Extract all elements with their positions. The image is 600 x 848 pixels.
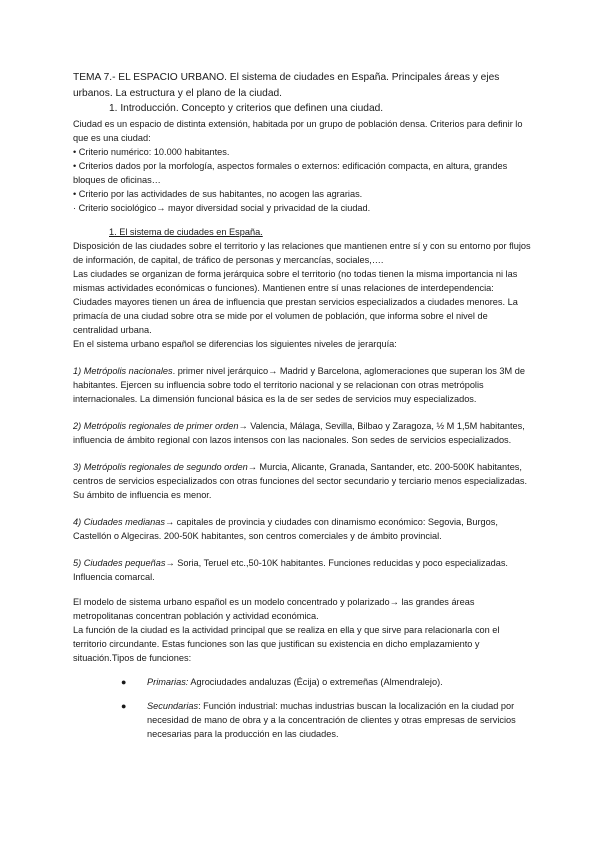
function-paragraph: La función de la ciudad es la actividad principal que se realiza en ella y que sirve para relacionarla con el territorio circundante. Estas funciones son las que justifican su existencia en dicho emplazamiento y situación.Tipos de funciones: xyxy=(73,624,500,663)
section-paragraph: Las ciudades se organizan de forma jerárquica sobre el territorio (no todas tienen la misma importancia ni las mismas actividades económicas o funciones). Mantienen entre sí unas relaciones de interdependencia: xyxy=(73,268,518,293)
document-content xyxy=(73,70,533,751)
function-label: Primarias: xyxy=(147,676,189,687)
level-label: 3) Metrópolis regionales de segundo orden xyxy=(73,461,248,472)
criteria-list xyxy=(73,145,533,215)
level-label: 5) Ciudades pequeñas xyxy=(73,557,166,568)
function-item-primary xyxy=(121,675,533,689)
level-text: . primer nivel jerárquico→ Madrid y Barcelona, aglomeraciones que superan los 3M de habitantes. Ejercen su influencia sobre todo el territorio nacional y se relacionan con otras metrópolis internacionales. La dimensión funcional básica es la de ser sedes de servicios muy especializados. xyxy=(73,365,525,404)
level-text: → capitales de provincia y ciudades con dinamismo económico: Segovia, Burgos, Castellón o Algeciras. 200-50K habitantes, son centros comerciales y de ámbito provincial. xyxy=(73,516,498,541)
level-label: 4) Ciudades medianas xyxy=(73,516,165,527)
level-label: 1) Metrópolis nacionales xyxy=(73,365,173,376)
intro-heading: 1. Introducción. Concepto y criterios que definen una ciudad. xyxy=(109,103,384,114)
function-text: : Función industrial: muchas industrias buscan la localización en la ciudad por necesidad de mano de obra y a la concentración de clientes y otras empresas de servicios necesarias para la producción en las ciudades. xyxy=(147,700,516,739)
page-title: TEMA 7.- EL ESPACIO URBANO. El sistema de ciudades en España. Principales áreas y ejes urbanos. La estructura y el plano de la ciudad. xyxy=(73,72,500,99)
level-text: → Murcia, Alicante, Granada, Santander, etc. 200-500K habitantes, centros de servicios especializados con otras funciones del sector secundario y terciario menos especializadas. Su ámbito de influencia es menor. xyxy=(73,461,527,500)
hierarchy-level-1 xyxy=(73,364,533,406)
functions-list xyxy=(73,675,533,741)
bullet-icon: ● xyxy=(121,676,127,687)
hierarchy-level-2 xyxy=(73,419,533,447)
level-text: → Soria, Teruel etc.,50-10K habitantes. Funciones reducidas y poco especializadas. Influencia comarcal. xyxy=(73,557,508,582)
model-paragraph: El modelo de sistema urbano español es un modelo concentrado y polarizado→ las grandes áreas metropolitanas concentran población y actividad económica. xyxy=(73,596,475,621)
function-item-secondary xyxy=(121,699,533,741)
section-paragraph: En el sistema urbano español se diferencias los siguientes niveles de jerarquía: xyxy=(73,338,397,349)
section-heading: 1. El sistema de ciudades en España. xyxy=(109,226,263,237)
intro-text: Ciudad es un espacio de distinta extensión, habitada por un grupo de población densa. Criterios para definir lo que es una ciudad: xyxy=(73,118,523,143)
section-paragraph: Disposición de las ciudades sobre el territorio y las relaciones que mantienen entre sí y con su entorno por flujos de información, de capital, de tráfico de personas y mercancías, sociales,…. xyxy=(73,240,531,265)
criteria-item: • Criterio por las actividades de sus habitantes, no acogen las agrarias. xyxy=(73,188,363,199)
criteria-item: • Criterios dados por la morfología, aspectos formales o externos: edificación compacta, en altura, grandes bloques de oficinas… xyxy=(73,160,508,185)
function-text: Agrociudades andaluzas (Écija) o extremeñas (Almendralejo). xyxy=(188,676,443,687)
bullet-icon: ● xyxy=(121,700,127,711)
level-text: → Valencia, Málaga, Sevilla, Bilbao y Zaragoza, ½ M 1,5M habitantes, influencia de ámbito regional con lazos intensos con las nacionales. Son sedes de servicios especializados. xyxy=(73,420,525,445)
level-label: 2) Metrópolis regionales de primer orden xyxy=(73,420,239,431)
hierarchy-level-5 xyxy=(73,556,533,584)
criteria-item: • Criterio numérico: 10.000 habitantes. xyxy=(73,146,230,157)
hierarchy-level-4 xyxy=(73,515,533,543)
criteria-item: · Criterio sociológico→ mayor diversidad social y privacidad de la ciudad. xyxy=(73,202,371,213)
function-label: Secundarias xyxy=(147,700,199,711)
hierarchy-level-3 xyxy=(73,460,533,502)
section-paragraph: Ciudades mayores tienen un área de influencia que prestan servicios especializados a ciudades menores. La primacía de una ciudad sobre otra se mide por el volumen de población, que informa sobre el nivel de centralidad urbana. xyxy=(73,296,518,335)
